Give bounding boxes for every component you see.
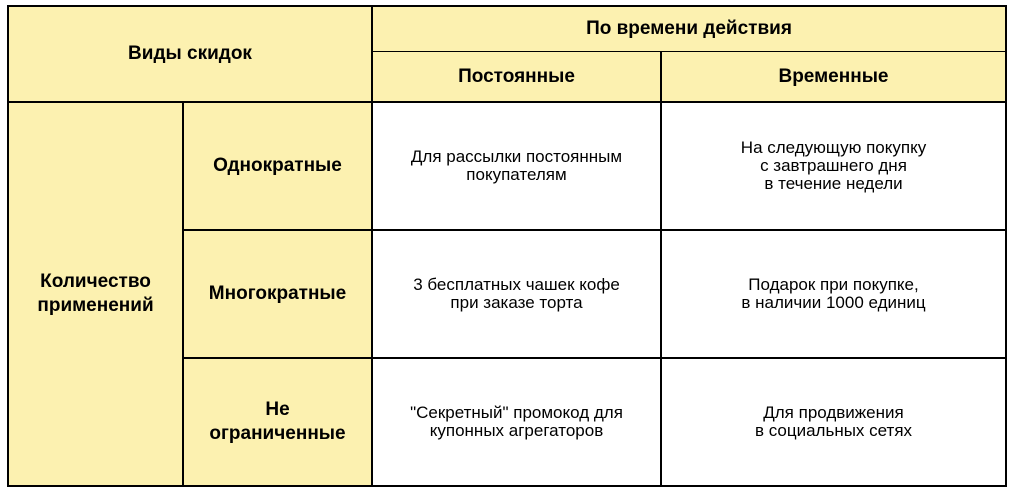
cell-unlimited-permanent: "Секретный" промокод для купонных агрегаторов <box>372 358 661 486</box>
cell-multiple-permanent: 3 бесплатных чашек кофе при заказе торта <box>372 230 661 358</box>
cell-single-temporary: На следующую покупку с завтрашнего дня в течение недели <box>661 102 1006 230</box>
row-header-multiple: Многократные <box>183 230 372 358</box>
grid-line-bottom <box>7 485 1007 487</box>
column-header-permanent: Постоянные <box>372 52 661 102</box>
column-header-temporary: Временные <box>661 52 1006 102</box>
corner-header: Виды скидок <box>8 6 372 102</box>
grid-line-group-split <box>182 101 184 487</box>
row-group-header-usage-count: Количество применений <box>8 102 183 486</box>
grid-line-header-bottom <box>7 101 1007 103</box>
grid-line-row2-bottom <box>182 357 1007 359</box>
row-header-unlimited: Не ограниченные <box>183 358 372 486</box>
cell-single-permanent: Для рассылки постоянным покупателям <box>372 102 661 230</box>
grid-line-left <box>7 5 9 487</box>
grid-line-col-split <box>660 51 662 487</box>
group-header-duration: По времени действия <box>372 6 1006 52</box>
grid-line-top <box>7 5 1007 7</box>
cell-multiple-temporary: Подарок при покупке, в наличии 1000 единиц <box>661 230 1006 358</box>
grid-line-header-split <box>371 51 1007 52</box>
row-header-single: Однократные <box>183 102 372 230</box>
grid-line-row1-bottom <box>182 229 1007 231</box>
grid-line-right <box>1005 5 1007 487</box>
grid-line-header-col <box>371 5 373 487</box>
cell-unlimited-temporary: Для продвижения в социальных сетях <box>661 358 1006 486</box>
